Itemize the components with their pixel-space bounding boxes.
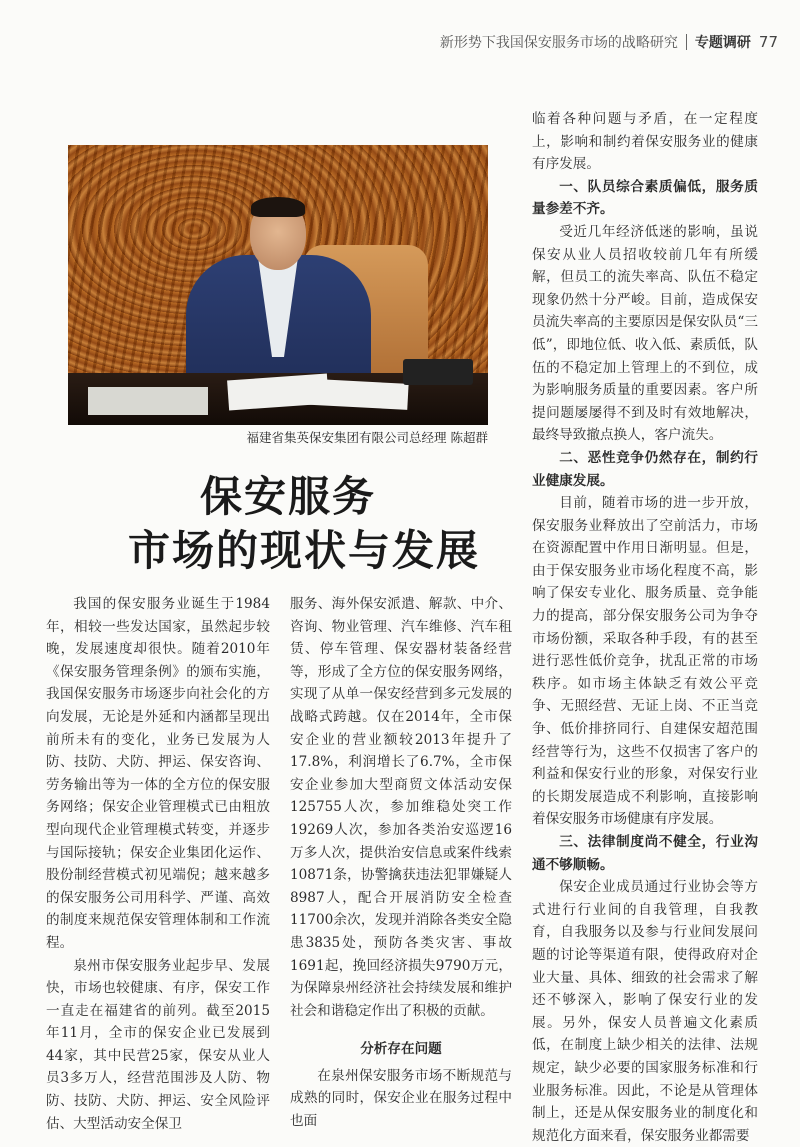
person-hair (251, 197, 305, 217)
title-line-1: 保安服务 (200, 472, 377, 521)
text-column-2 (290, 593, 512, 1133)
section-heading: 分析存在问题 (360, 1041, 442, 1058)
subheading: 三、法律制度尚不健全，行业沟通不够顺畅。 (532, 834, 758, 873)
article-title (72, 470, 492, 578)
photo-caption: 福建省集英保安集团有限公司总经理 陈超群 (246, 430, 488, 445)
desk-paper (88, 387, 208, 415)
subheading: 一、队员综合素质偏低，服务质量参差不齐。 (532, 178, 758, 218)
paragraph: 目前，随着市场的进一步开放，保安服务业释放出了空前活力，市场在资源配置中作用日渐明显。但是，由于保安服务业市场化程度不高，影响了保安专业化、服务质量、竞争能力的提高，部分保安服务公司为争夺市场份额，采取各种手段，有的甚至进行恶性低价竞争，扰乱正常的市场秩序。如市场主体缺乏有效公平竞争、无照经营、无证上岗、不正当竞争、低价排挤同行、自建保安超范围经营等行为，这些不仅损害了客户的利益和保安行业的形象，对保安行业的长期发展造成不利影响，直接影响着保安服务市场健康有序发展。 (532, 495, 758, 828)
paragraph: 临着各种问题与矛盾，在一定程度上，影响和制约着保安服务业的健康有序发展。 (532, 111, 758, 173)
paragraph: 泉州市保安服务业起步早、发展快，市场也较健康、有序，保安工作一直走在福建省的前列。截至2015年11月，全市的保安企业已发展到44家，其中民营25家，保安从业人员3多万人，经营范围涉及人防、物防、技防、犬防、押运、安全风险评估、大型活动安全保卫 (46, 957, 270, 1132)
text-column-1 (46, 593, 270, 1135)
running-header (440, 30, 778, 54)
portrait-photo (68, 145, 488, 425)
paragraph: 受近几年经济低迷的影响，虽说保安从业人员招收较前几年有所缓解，但员工的流失率高、队伍不稳定现象仍然十分严峻。目前，造成保安员流失率高的主要原因是保安队员“三低”，即地位低、收入低、素质低，队伍的不稳定加上管理上的不到位，成为影响服务质量的重要因素。客户所提问题屡屡得不到及时有效地解决，最终导致撤点换人，客户流失。 (532, 223, 758, 444)
text-column-3 (532, 108, 758, 1147)
desk-phone (403, 359, 473, 385)
page-number: 77 (758, 33, 778, 51)
subheading: 二、恶性竞争仍然存在，制约行业健康发展。 (532, 449, 758, 489)
section-name: 专题调研 (694, 35, 751, 51)
paragraph: 保安企业成员通过行业协会等方式进行行业间的自我管理，自我教育，自我服务以及参与行业间发展问题的讨论等渠道有限，使得政府对企业大量、具体、细致的社会需求了解还不够深入，影响了保安行业的发展。另外，保安人员普遍文化素质低，在制度上缺少相关的法律、法规规定，缺少必要的国家服务标准和行业服务标准。因此，不论是从管理体制上，还是从保安服务业的制度化和规范化方面来看，保安服务业都需要 (532, 879, 758, 1144)
header-divider (686, 34, 687, 50)
paragraph: 服务、海外保安派遣、解款、中介、咨询、物业管理、汽车维修、汽车租赁、停车管理、保安器材装备经营等，形成了全方位的保安服务网络，实现了从单一保安经营到多元发展的战略式跨越。仅在2014年，全市保安企业的营业额较2013年提升了17.8%，利润增长了6.7%，全市保安企业参加大型商贸文体活动安保125755人次，参加维稳处突工作19269人次，参加各类治安巡逻16万多人次，提供治安信息或案件线索10871条，协警擒获违法犯罪嫌疑人8987人，配合开展消防安全检查11700余次，发现并消除各类安全隐患3835处，预防各类灾害、事故1691起，挽回经济损失9790万元，为保障泉州经济社会持续发展和维护社会和谐稳定作出了积极的贡献。 (290, 596, 512, 1019)
paragraph: 我国的保安服务业诞生于1984年，相较一些发达国家，虽然起步较晚，发展速度却很快。随着2010年《保安服务管理条例》的颁布实施，我国保安服务市场逐步向社会化的方向发展，无论是外延和内涵都呈现出前所未有的变化，业务已发展为人防、技防、犬防、押运、保安咨询、劳务输出等为一体的全方位的保安服务网络；保安企业管理模式已由粗放型向现代企业管理模式转变，并逐步与国际接轨；保安企业集团化运作、股份制经营模式初见端倪；越来越多的保安服务公司用科学、严谨、高效的制度来规范保安管理体制和工作流程。 (46, 596, 270, 951)
running-title: 新形势下我国保安服务市场的战略研究 (439, 35, 678, 51)
title-line-2: 市场的现状与发展 (128, 526, 481, 575)
paragraph: 在泉州保安服务市场不断规范与成熟的同时，保安企业在服务过程中也面 (290, 1067, 512, 1130)
